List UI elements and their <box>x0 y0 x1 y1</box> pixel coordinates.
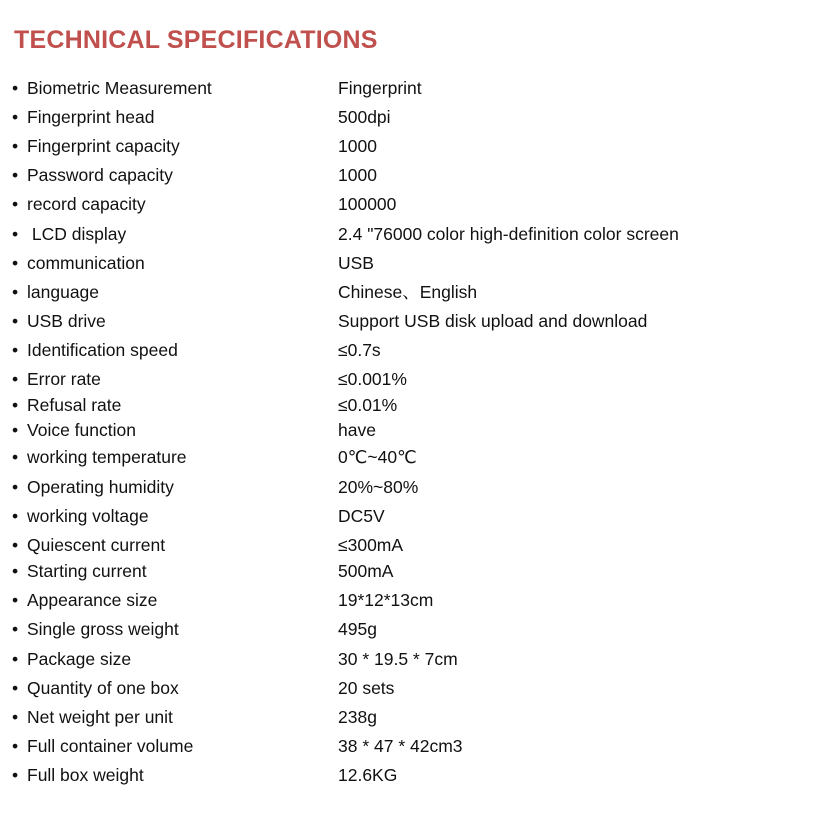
spec-value: 238g <box>338 707 377 727</box>
spec-label: Single gross weight <box>27 619 179 639</box>
spec-value: 495g <box>338 619 377 639</box>
bullet-icon: • <box>12 678 19 698</box>
bullet-icon: • <box>12 765 19 785</box>
bullet-icon: • <box>12 78 19 98</box>
bullet-icon: • <box>12 136 19 156</box>
bullet-icon: • <box>12 420 19 440</box>
bullet-icon: • <box>12 447 19 467</box>
bullet-icon: • <box>12 561 19 581</box>
spec-row <box>12 75 802 101</box>
spec-row <box>12 762 802 788</box>
spec-row <box>12 221 802 247</box>
spec-label: Net weight per unit <box>27 707 173 727</box>
spec-row <box>12 474 802 500</box>
spec-label: Biometric Measurement <box>27 78 212 98</box>
spec-row <box>12 191 802 217</box>
spec-row <box>12 366 802 392</box>
spec-value: Support USB disk upload and download <box>338 311 648 331</box>
spec-row <box>12 675 802 701</box>
spec-value: 2.4 "76000 color high-definition color screen <box>338 224 679 244</box>
bullet-icon: • <box>12 340 19 360</box>
bullet-icon: • <box>12 395 19 415</box>
spec-value: ≤0.001% <box>338 369 407 389</box>
spec-value: 0℃~40℃ <box>338 447 417 467</box>
spec-value: USB <box>338 253 374 273</box>
bullet-icon: • <box>12 311 19 331</box>
spec-label: Refusal rate <box>27 395 122 415</box>
spec-value: have <box>338 420 376 440</box>
spec-row <box>12 279 802 305</box>
spec-row <box>12 646 802 672</box>
spec-row <box>12 532 802 558</box>
spec-value: ≤0.7s <box>338 340 381 360</box>
spec-label: Error rate <box>27 369 101 389</box>
spec-label: communication <box>27 253 145 273</box>
spec-label: Operating humidity <box>27 477 174 497</box>
spec-row <box>12 133 802 159</box>
spec-label: Appearance size <box>27 590 158 610</box>
spec-value: 500mA <box>338 561 394 581</box>
spec-label: Starting current <box>27 561 147 581</box>
spec-value: Chinese、English <box>338 282 478 302</box>
spec-row <box>12 417 802 443</box>
spec-value: Fingerprint <box>338 78 422 98</box>
bullet-icon: • <box>12 253 19 273</box>
bullet-icon: • <box>12 194 19 214</box>
spec-label: Quantity of one box <box>27 678 179 698</box>
spec-row <box>12 587 802 613</box>
spec-value: 30 * 19.5 * 7cm <box>338 649 458 669</box>
spec-label: Password capacity <box>27 165 173 185</box>
bullet-icon: • <box>12 649 19 669</box>
spec-label: LCD display <box>27 224 127 244</box>
spec-row <box>12 733 802 759</box>
spec-label: Full box weight <box>27 765 144 785</box>
bullet-icon: • <box>12 224 19 244</box>
bullet-icon: • <box>12 165 19 185</box>
spec-row <box>12 503 802 529</box>
spec-row <box>12 104 802 130</box>
bullet-icon: • <box>12 535 19 555</box>
spec-label: language <box>27 282 100 302</box>
spec-row <box>12 558 802 584</box>
spec-row <box>12 337 802 363</box>
spec-value: ≤0.01% <box>338 395 398 415</box>
spec-value: 500dpi <box>338 107 391 127</box>
bullet-icon: • <box>12 619 19 639</box>
spec-value: 19*12*13cm <box>338 590 434 610</box>
spec-row <box>12 308 802 334</box>
spec-label: working temperature <box>27 447 187 467</box>
spec-label: Package size <box>27 649 132 669</box>
spec-label: Identification speed <box>27 340 178 360</box>
spec-row <box>12 444 802 470</box>
bullet-icon: • <box>12 282 19 302</box>
spec-value: 38 * 47 * 42cm3 <box>338 736 463 756</box>
page-title: TECHNICAL SPECIFICATIONS <box>14 26 378 54</box>
spec-value: 100000 <box>338 194 397 214</box>
spec-value: 1000 <box>338 165 377 185</box>
spec-row <box>12 250 802 276</box>
spec-row <box>12 616 802 642</box>
bullet-icon: • <box>12 107 19 127</box>
spec-label: USB drive <box>27 311 106 331</box>
spec-value: 20%~80% <box>338 477 419 497</box>
spec-label: Full container volume <box>27 736 194 756</box>
spec-value: 12.6KG <box>338 765 398 785</box>
spec-value: 20 sets <box>338 678 395 698</box>
bullet-icon: • <box>12 506 19 526</box>
spec-row <box>12 704 802 730</box>
spec-value: DC5V <box>338 506 385 526</box>
bullet-icon: • <box>12 736 19 756</box>
spec-value: 1000 <box>338 136 377 156</box>
bullet-icon: • <box>12 369 19 389</box>
spec-row <box>12 162 802 188</box>
spec-label: working voltage <box>27 506 149 526</box>
spec-label: record capacity <box>27 194 146 214</box>
bullet-icon: • <box>12 590 19 610</box>
bullet-icon: • <box>12 707 19 727</box>
spec-label: Voice function <box>27 420 136 440</box>
spec-label: Quiescent current <box>27 535 166 555</box>
bullet-icon: • <box>12 477 19 497</box>
spec-row <box>12 392 802 418</box>
spec-value: ≤300mA <box>338 535 404 555</box>
spec-label: Fingerprint head <box>27 107 155 127</box>
spec-label: Fingerprint capacity <box>27 136 180 156</box>
